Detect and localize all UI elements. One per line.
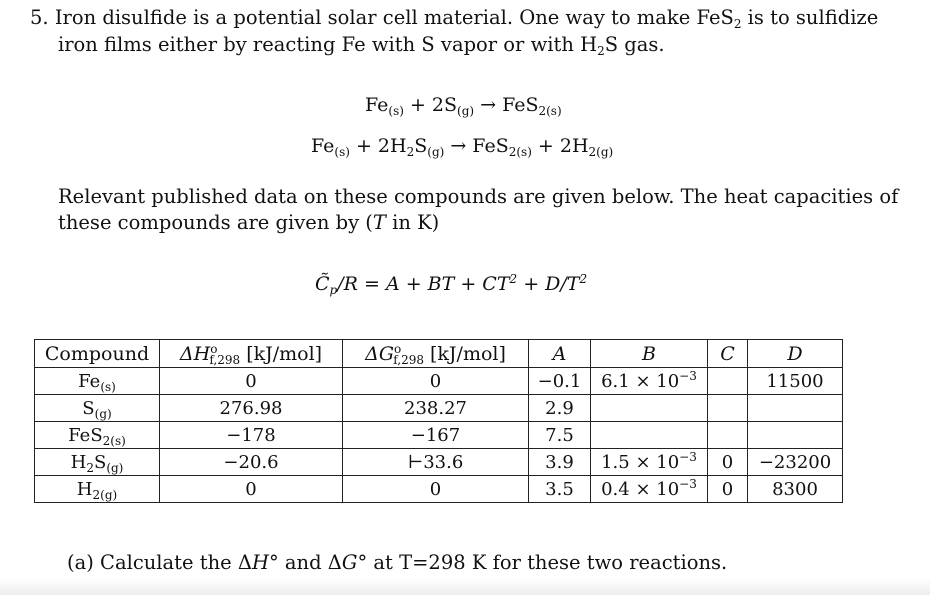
header-A: A: [529, 340, 591, 368]
D-cell: 11500: [748, 368, 843, 395]
header-D: D: [748, 340, 843, 368]
C-cell: [708, 368, 748, 395]
dH-cell: −20.6: [160, 449, 343, 476]
A-cell: 2.9: [529, 395, 591, 422]
dG-cell: 0: [343, 476, 529, 503]
table-row: [35, 368, 843, 395]
table-row: [35, 449, 843, 476]
A-cell: −0.1: [529, 368, 591, 395]
intro-line-1: Relevant published data on these compounds are given below. The heat capacities of: [58, 185, 899, 208]
compound-cell: $H_{2(g)}$: [35, 476, 160, 503]
B-cell: [591, 422, 708, 449]
header-dG: $\Delta G^o_{f,298}$ [kJ/mol]: [343, 340, 529, 368]
heat-capacity-equation: $C̃_p/R = A$ + BT + $CT^2 + D/T^2$: [315, 272, 588, 297]
compound-cell: $S_{(g)}$: [35, 395, 160, 422]
D-cell: 8300: [748, 476, 843, 503]
D-cell: [748, 422, 843, 449]
table-row: [35, 422, 843, 449]
D-cell: −23200: [748, 449, 843, 476]
table-row: [35, 395, 843, 422]
dG-cell: 0: [343, 368, 529, 395]
bottom-edge-shadow: [0, 578, 930, 595]
B-cell: [591, 395, 708, 422]
problem-number: 5.: [30, 6, 49, 29]
table-row: [35, 476, 843, 503]
D-cell: [748, 395, 843, 422]
C-cell: [708, 422, 748, 449]
part-a-question: (a) Calculate the ΔH° and ΔG° at T=298 K for these two reactions.: [67, 551, 728, 574]
part-a-label: (a): [67, 551, 94, 574]
header-B: B: [591, 340, 708, 368]
header-C: C: [708, 340, 748, 368]
dH-cell: 0: [160, 476, 343, 503]
dH-cell: 0: [160, 368, 343, 395]
C-cell: 0: [708, 476, 748, 503]
A-cell: 7.5: [529, 422, 591, 449]
C-cell: [708, 395, 748, 422]
compound-cell: $Fe_{(s)}$: [35, 368, 160, 395]
dG-cell: 238.27: [343, 395, 529, 422]
B-cell: $0.4 \times 10^{-3}$: [591, 476, 708, 503]
B-cell: $1.5 \times 10^{-3}$: [591, 449, 708, 476]
header-dH: $\Delta H^o_{f,298}$ [kJ/mol]: [160, 340, 343, 368]
dG-cell: ⊢33.6: [343, 449, 529, 476]
reaction-1: $Fe_{(s)} + 2S_{(g)} \to FeS_{2(s)}$: [365, 94, 562, 118]
A-cell: 3.5: [529, 476, 591, 503]
problem-statement-line-2: iron films either by reacting Fe with S vapor or with $H_2S$ gas.: [58, 33, 665, 58]
header-compound: Compound: [35, 340, 160, 368]
thermo-data-table: [34, 339, 843, 503]
problem-statement-line-1: 5. Iron disulfide is a potential solar cell material. One way to make FeS$_2$ is to sulfidize: [30, 6, 879, 31]
A-cell: 3.9: [529, 449, 591, 476]
dH-cell: 276.98: [160, 395, 343, 422]
table-header-row: [35, 340, 843, 368]
B-cell: $6.1 \times 10^{-3}$: [591, 368, 708, 395]
dG-cell: −167: [343, 422, 529, 449]
reaction-2: $Fe_{(s)} + 2H_2S_{(g)} \to FeS_{2(s)} + 2H_{2(g)}$: [311, 135, 614, 159]
compound-cell: FeS$_{2(s)}$: [35, 422, 160, 449]
intro-line-2: these compounds are given by (T in K): [58, 211, 440, 234]
dH-cell: −178: [160, 422, 343, 449]
compound-cell: $H_2S_{(g)}$: [35, 449, 160, 476]
C-cell: 0: [708, 449, 748, 476]
